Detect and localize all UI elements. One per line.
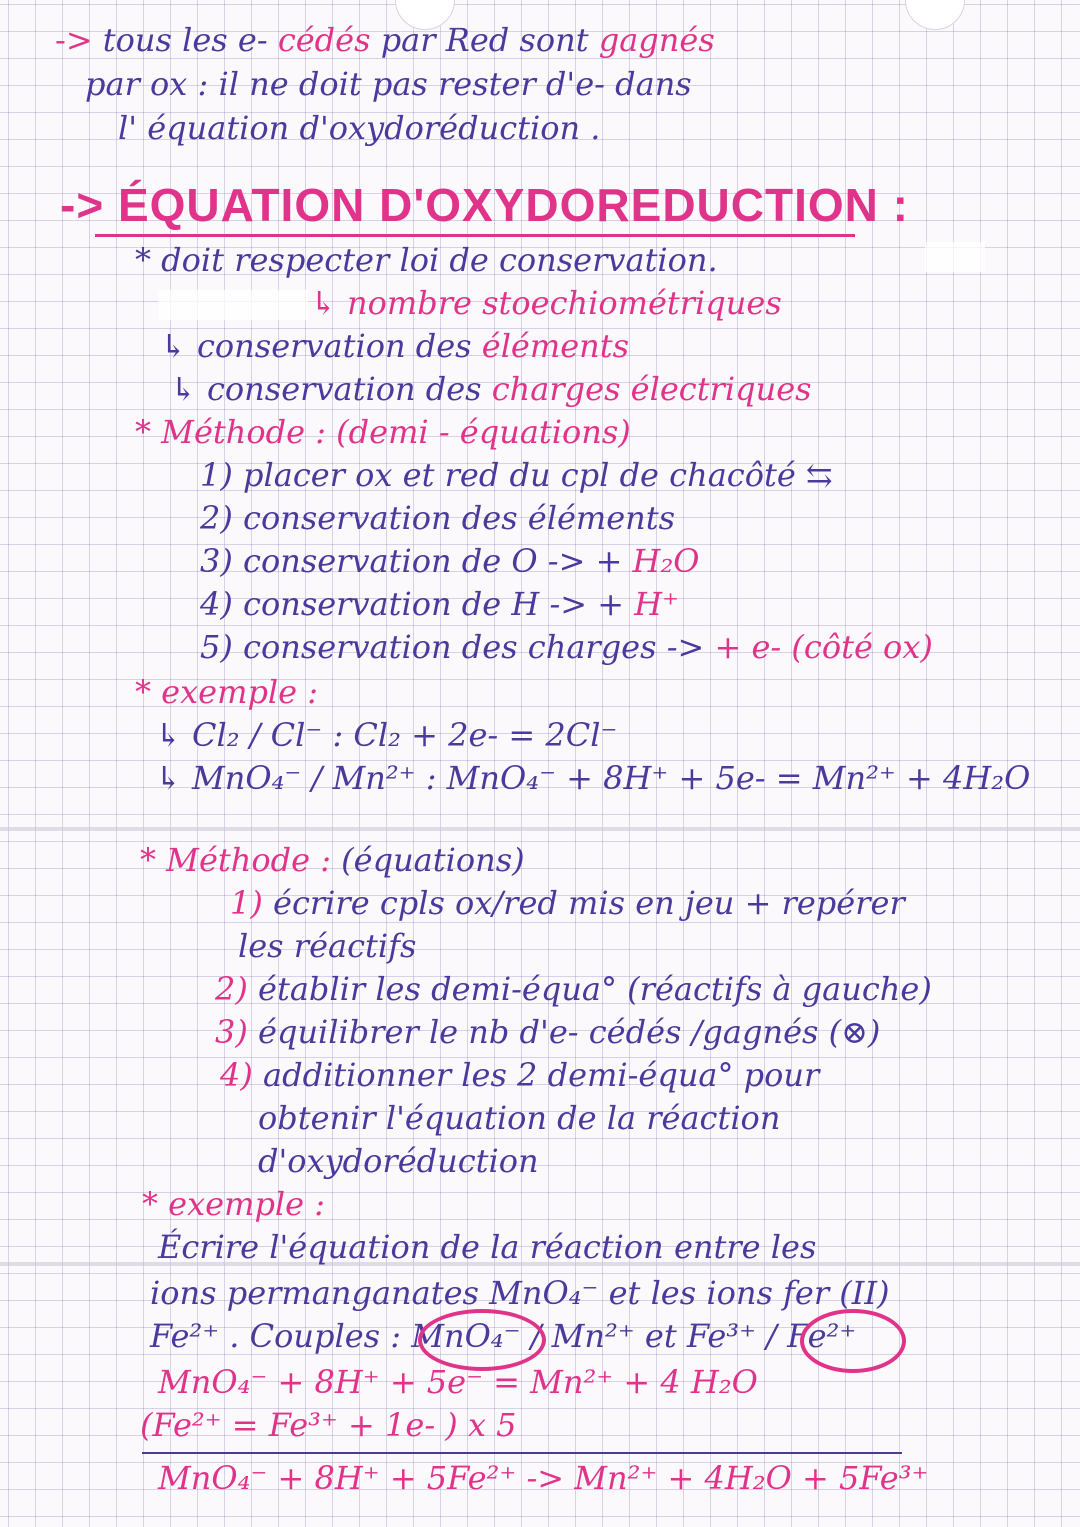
example-text: ions permanganates MnO₄⁻ et les ions fer (II) <box>150 1274 890 1312</box>
method-step: 3) équilibrer le nb d'e- cédés /gagnés (⊗) <box>215 1013 881 1051</box>
sum-line <box>142 1452 902 1454</box>
method-step: 5) conservation des charges -> + e- (côté ox) <box>200 628 933 666</box>
method-step-cont: d'oxydoréduction <box>258 1142 539 1180</box>
example-text: Fe²⁺ . Couples : MnO₄⁻ / Mn²⁺ et Fe³⁺ / Fe²⁺ <box>150 1317 857 1355</box>
half-equation: (Fe²⁺ = Fe³⁺ + 1e- ) x 5 <box>140 1406 517 1444</box>
correction-tape <box>925 242 985 272</box>
method-step: 3) conservation de O -> + H₂O <box>200 542 700 580</box>
method-heading: * Méthode : (demi - équations) <box>135 413 631 451</box>
half-equation: MnO₄⁻ + 8H⁺ + 5e⁻ = Mn²⁺ + 4 H₂O <box>158 1363 758 1401</box>
method-step: 4) additionner les 2 demi-équa° pour <box>220 1056 820 1094</box>
method-step: 2) conservation des éléments <box>200 499 676 537</box>
method-heading: * Méthode : (équations) <box>140 841 525 879</box>
arrow-icon: -> <box>60 179 105 231</box>
example-text: Écrire l'équation de la réaction entre les <box>158 1228 817 1266</box>
example-equation: ↳ Cl₂ / Cl⁻ : Cl₂ + 2e- = 2Cl⁻ <box>155 716 618 754</box>
rule-sub-3: ↳ conservation des charges électriques <box>170 370 812 408</box>
card-divider <box>0 827 1080 831</box>
intro-line-2: par ox : il ne doit pas rester d'e- dans <box>85 65 692 103</box>
method-step: 1) écrire cpls ox/red mis en jeu + repérer <box>230 884 905 922</box>
method-step: 4) conservation de H -> + H⁺ <box>200 585 680 623</box>
conservation-rule: * doit respecter loi de conservation. <box>135 241 718 279</box>
rule-sub-2: ↳ conservation des éléments <box>160 327 630 365</box>
arrow-icon: -> <box>55 21 93 59</box>
intro-line-1: -> tous les e- cédés par Red sont gagnés <box>55 21 715 59</box>
example-equation: ↳ MnO₄⁻ / Mn²⁺ : MnO₄⁻ + 8H⁺ + 5e- = Mn²⁺ + 4H₂O <box>155 759 1031 797</box>
method-step: 2) établir les demi-équa° (réactifs à gauche) <box>215 970 932 1008</box>
example-heading: * exemple : <box>135 673 319 711</box>
intro-line-3: l' équation d'oxydoréduction . <box>118 109 601 147</box>
example-heading: * exemple : <box>142 1185 326 1223</box>
rule-sub-1: ↳ nombre stoechiométriques <box>310 284 782 322</box>
method-step-cont: les réactifs <box>238 927 417 965</box>
overall-equation: MnO₄⁻ + 8H⁺ + 5Fe²⁺ -> Mn²⁺ + 4H₂O + 5Fe³⁺ <box>158 1459 929 1497</box>
title-underline <box>95 234 855 237</box>
method-step-cont: obtenir l'équation de la réaction <box>258 1099 781 1137</box>
correction-tape <box>158 290 308 320</box>
circled-reductant <box>800 1309 906 1373</box>
section-title: -> ÉQUATION D'OXYDOREDUCTION : <box>60 179 909 231</box>
method-step: 1) placer ox et red du cpl de chacôté ⇆ <box>200 456 833 494</box>
binder-hole <box>905 0 965 30</box>
